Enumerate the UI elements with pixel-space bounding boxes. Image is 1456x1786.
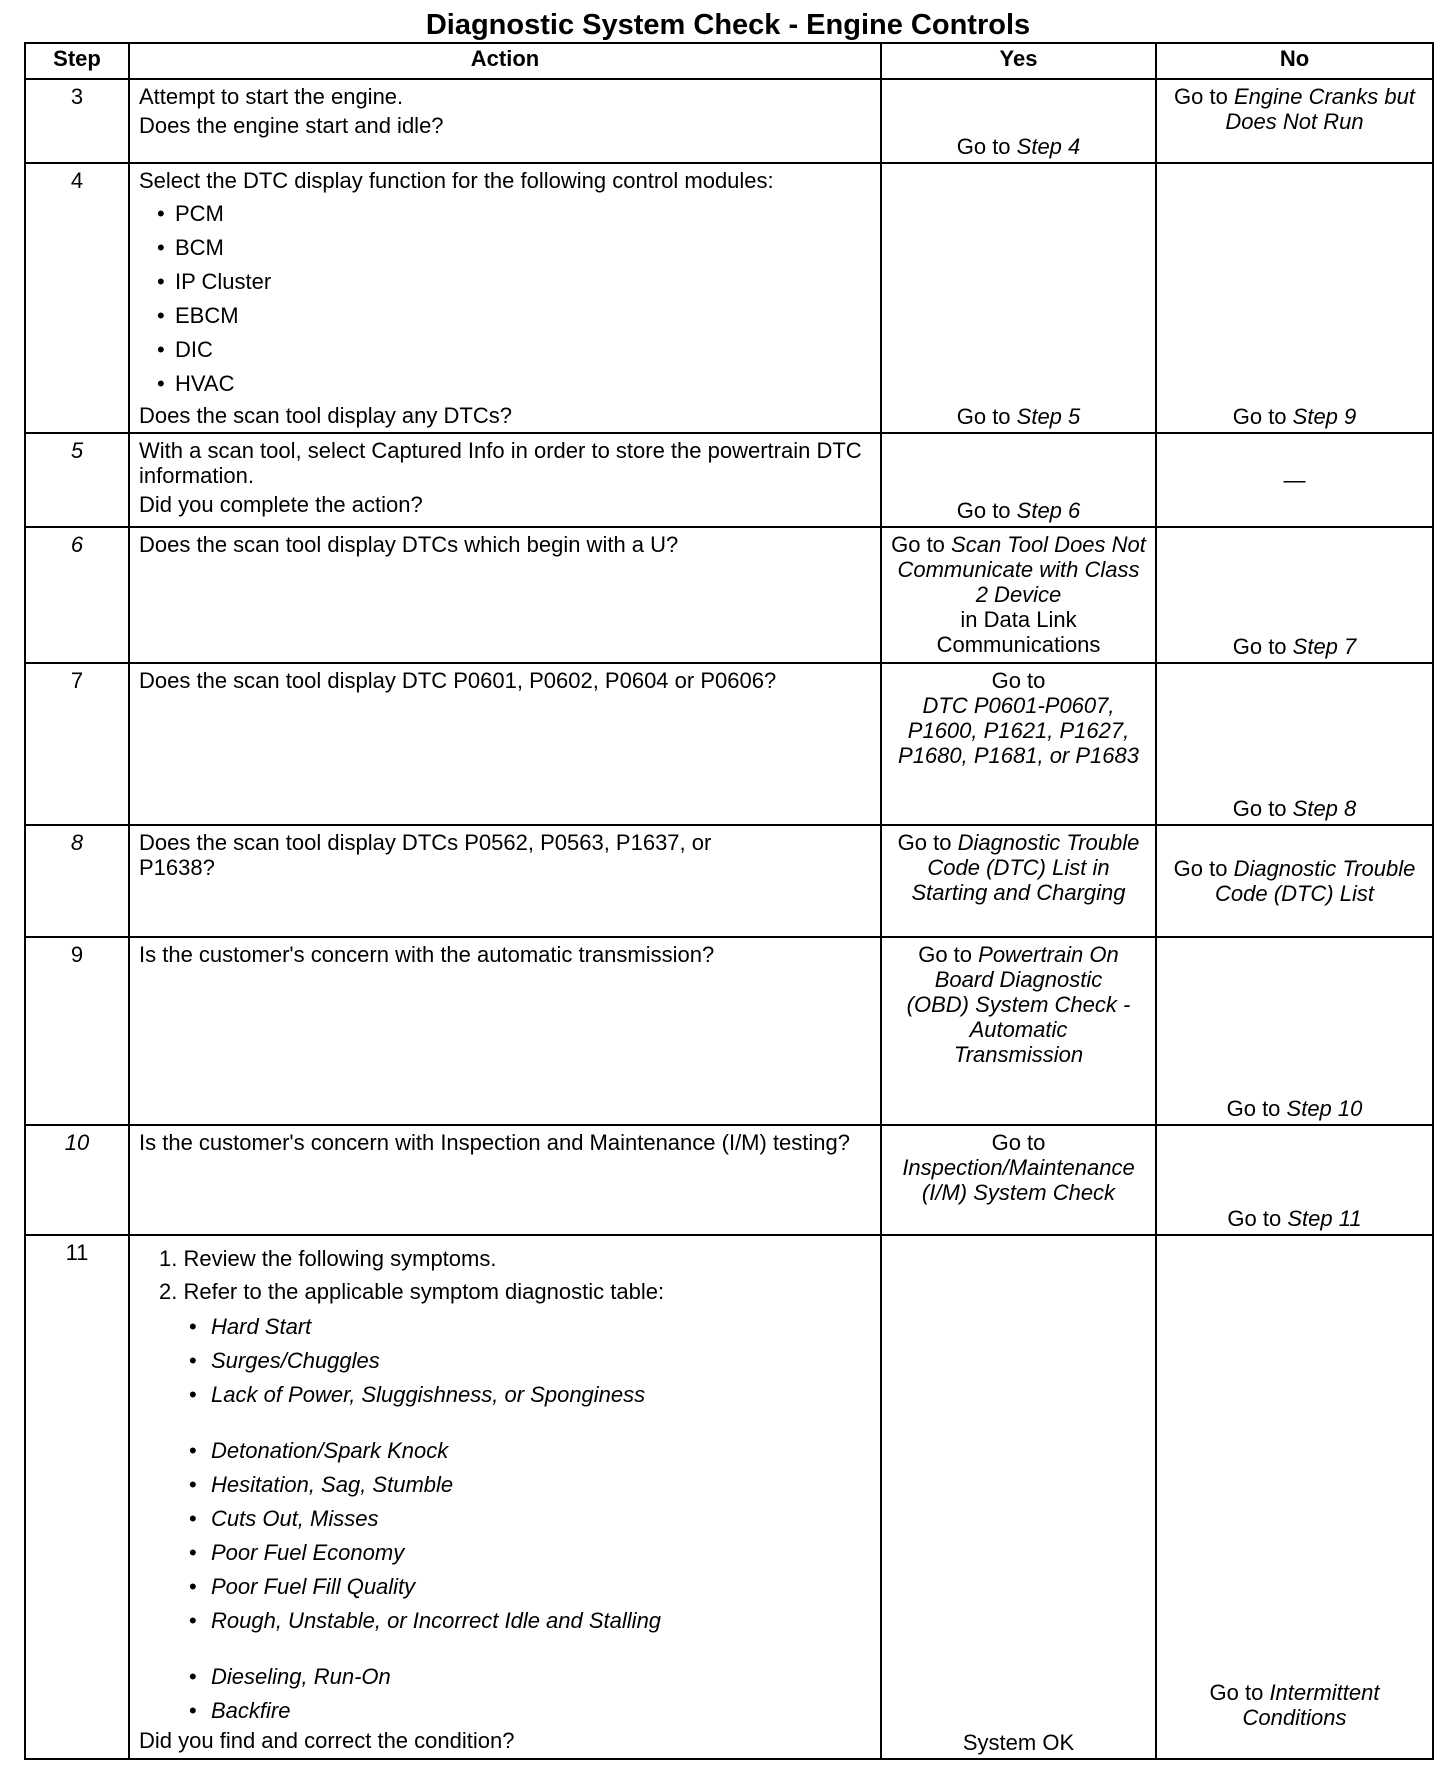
action-line: Does the scan tool display DTCs which begin with a U? [139, 532, 679, 557]
yes-link[interactable]: DTC P0601-P0607, P1600, P1621, P1627, P1680, P1681, or P1683 [898, 693, 1139, 768]
yes-link[interactable]: Scan Tool Does Not Communicate with Class 2 Device [897, 532, 1146, 607]
no-link[interactable]: Diagnostic Trouble Code (DTC) List [1215, 856, 1416, 906]
no-cell [1156, 1235, 1433, 1759]
list-item: • DIC [157, 333, 871, 367]
table-row [25, 663, 1433, 825]
yes-link[interactable]: Inspection/Maintenance (I/M) System Check [902, 1155, 1135, 1205]
header-no: No [1156, 43, 1433, 79]
action-line: Is the customer's concern with the automatic transmission? [139, 942, 715, 967]
yes-prefix: Go to [991, 1130, 1046, 1155]
no-prefix: Go to [1232, 796, 1293, 821]
no-cell [1156, 433, 1433, 527]
symptom-link[interactable]: • Rough, Unstable, or Incorrect Idle and Stalling [189, 1604, 871, 1638]
list-item: • PCM [157, 197, 871, 231]
step-number: 6 [25, 527, 129, 663]
yes-cell [881, 527, 1156, 663]
yes-link[interactable]: Step 5 [1016, 404, 1081, 429]
yes-prefix: Go to [956, 498, 1017, 523]
symptom-link[interactable]: • Backfire [189, 1694, 871, 1728]
symptom-link[interactable]: • Poor Fuel Economy [189, 1536, 871, 1570]
yes-cell [881, 163, 1156, 433]
no-link[interactable]: Step 9 [1292, 404, 1357, 429]
no-prefix: Go to [1232, 634, 1293, 659]
table-row [25, 433, 1433, 527]
no-link[interactable]: Engine Cranks but Does Not Run [1225, 84, 1415, 134]
no-cell [1156, 527, 1433, 663]
action-line: With a scan tool, select Captured Info in order to store the powertrain DTC information. [139, 438, 862, 488]
step-number: 3 [25, 79, 129, 163]
header-action: Action [129, 43, 881, 79]
action-cell [129, 1125, 881, 1235]
step-number: 7 [25, 663, 129, 825]
yes-cell [881, 433, 1156, 527]
action-line: Select the DTC display function for the following control modules: [139, 168, 774, 193]
no-link[interactable]: Step 8 [1292, 796, 1357, 821]
yes-link[interactable]: Powertrain On Board Diagnostic (OBD) System Check - Automatic Transmission [906, 942, 1131, 1067]
symptom-link[interactable]: • Lack of Power, Sluggishness, or Sponginess [189, 1378, 871, 1412]
no-link[interactable]: Step 7 [1292, 634, 1357, 659]
table-row [25, 79, 1433, 163]
action-cell [129, 163, 881, 433]
list-item: • EBCM [157, 299, 871, 333]
no-cell [1156, 79, 1433, 163]
no-cell [1156, 663, 1433, 825]
list-item: • BCM [157, 231, 871, 265]
symptom-link[interactable]: • Surges/Chuggles [189, 1344, 871, 1378]
yes-suffix: in Data Link Communications [936, 607, 1101, 657]
yes-prefix: Go to [956, 134, 1017, 159]
symptom-link[interactable]: • Hard Start [189, 1310, 871, 1344]
no-cell [1156, 937, 1433, 1125]
yes-link[interactable]: Step 4 [1016, 134, 1081, 159]
no-cell [1156, 825, 1433, 937]
table-row [25, 937, 1433, 1125]
yes-prefix: Go to [891, 532, 952, 557]
no-link[interactable]: Step 11 [1287, 1206, 1362, 1231]
action-cell [129, 663, 881, 825]
table-row [25, 1235, 1433, 1759]
no-prefix: Go to [1227, 1206, 1288, 1231]
action-line: Attempt to start the engine. [139, 84, 404, 109]
no-prefix: Go to [1173, 856, 1234, 881]
action-question: Does the scan tool display any DTCs? [139, 403, 512, 428]
action-line: Is the customer's concern with Inspection and Maintenance (I/M) testing? [139, 1130, 850, 1155]
header-row [25, 43, 1433, 79]
list-item: • HVAC [157, 367, 871, 401]
yes-link[interactable]: Diagnostic Trouble Code (DTC) List in Starting and Charging [911, 830, 1140, 905]
symptom-link[interactable]: • Cuts Out, Misses [189, 1502, 871, 1536]
step-number: 8 [25, 825, 129, 937]
no-cell [1156, 163, 1433, 433]
list-item: 1. Review the following symptoms. [159, 1246, 497, 1271]
table-row [25, 527, 1433, 663]
yes-cell [881, 79, 1156, 163]
step-number: 10 [25, 1125, 129, 1235]
table-row [25, 825, 1433, 937]
action-cell [129, 527, 881, 663]
yes-prefix: Go to [956, 404, 1017, 429]
yes-cell [881, 825, 1156, 937]
no-cell [1156, 1125, 1433, 1235]
list-item: 2. Refer to the applicable symptom diagnostic table: [159, 1279, 665, 1304]
action-cell [129, 433, 881, 527]
yes-cell [881, 937, 1156, 1125]
diagnostic-table [24, 42, 1434, 1760]
action-cell [129, 1235, 881, 1759]
no-prefix: Go to [1174, 84, 1234, 109]
step-number: 5 [25, 433, 129, 527]
page-title: Diagnostic System Check - Engine Controls [425, 9, 1031, 41]
no-prefix: Go to [1226, 1096, 1287, 1121]
no-prefix: Go to [1232, 404, 1293, 429]
action-cell [129, 79, 881, 163]
yes-cell [881, 1235, 1156, 1759]
action-line: Does the scan tool display DTCs P0562, P0563, P1637, or P1638? [139, 830, 712, 880]
action-question: Did you complete the action? [139, 492, 423, 517]
action-cell [129, 937, 881, 1125]
yes-cell [881, 1125, 1156, 1235]
action-cell [129, 825, 881, 937]
symptom-link[interactable]: • Detonation/Spark Knock [189, 1434, 871, 1468]
no-text: — [1283, 467, 1306, 493]
no-link[interactable]: Intermittent Conditions [1242, 1680, 1380, 1730]
yes-link[interactable]: Step 6 [1016, 498, 1081, 523]
step-number: 9 [25, 937, 129, 1125]
header-yes: Yes [881, 43, 1156, 79]
list-item: • IP Cluster [157, 265, 871, 299]
yes-prefix: Go to [991, 668, 1046, 693]
yes-cell [881, 663, 1156, 825]
step-number: 4 [25, 163, 129, 433]
table-row [25, 163, 1433, 433]
module-list [139, 197, 871, 401]
no-prefix: Go to [1209, 1680, 1270, 1705]
yes-prefix: Go to [918, 942, 979, 967]
symptom-link[interactable]: • Dieseling, Run-On [189, 1660, 871, 1694]
action-question: Did you find and correct the condition? [139, 1728, 515, 1753]
numbered-steps [139, 1242, 871, 1308]
yes-text: System OK [962, 1730, 1075, 1755]
yes-prefix: Go to [897, 830, 958, 855]
action-question: Does the engine start and idle? [139, 113, 444, 138]
no-link[interactable]: Step 10 [1286, 1096, 1363, 1121]
table-row [25, 1125, 1433, 1235]
symptom-list [139, 1310, 871, 1728]
symptom-link[interactable]: • Hesitation, Sag, Stumble [189, 1468, 871, 1502]
step-number: 11 [25, 1235, 129, 1759]
header-step: Step [25, 43, 129, 79]
symptom-link[interactable]: • Poor Fuel Fill Quality [189, 1570, 871, 1604]
action-line: Does the scan tool display DTC P0601, P0602, P0604 or P0606? [139, 668, 777, 693]
